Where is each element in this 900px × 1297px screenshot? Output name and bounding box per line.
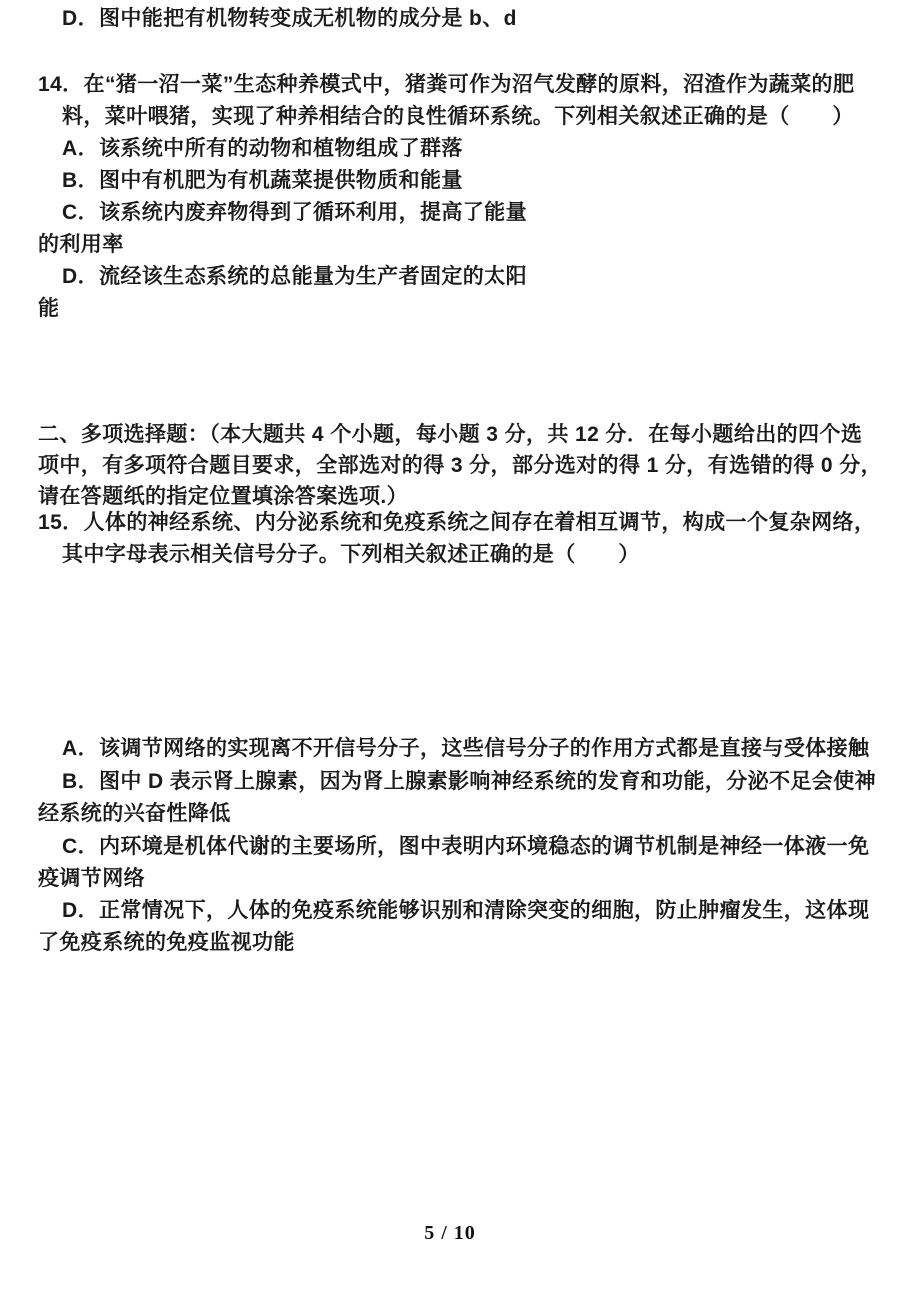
- section2-header-line1: 二、多项选择题：（本大题共 4 个小题，每小题 3 分，共 12 分．在每小题给出的四个选: [38, 423, 863, 446]
- question14-option-b: B．图中有机肥为有机蔬菜提供物质和能量: [62, 169, 463, 192]
- question15-stem-line2: 其中字母表示相关信号分子。下列相关叙述正确的是（ ）: [62, 543, 640, 566]
- question14-option-d-line2: 能: [38, 297, 60, 320]
- question14-option-c-line2: 的利用率: [38, 233, 124, 256]
- question14-stem-line1: 14．在“猪一沼一菜”生态种养模式中，猪粪可作为沼气发酵的原料，沼渣作为蔬菜的肥: [38, 73, 855, 96]
- page-number: 5 / 10: [424, 1222, 476, 1244]
- question14-option-c-line1: C．该系统内废弃物得到了循环利用，提高了能量: [62, 201, 527, 224]
- section2-header-line2: 项中，有多项符合题目要求，全部选对的得 3 分，部分选对的得 1 分，有选错的得 0 分，: [38, 454, 883, 477]
- question15-figure-placeholder: [62, 575, 842, 725]
- section2-header-line3: 请在答题纸的指定位置填涂答案选项.）: [38, 485, 409, 508]
- question15-option-b-line1: B．图中 D 表示肾上腺素，因为肾上腺素影响神经系统的发育和功能，分泌不足会使神: [62, 770, 876, 793]
- question15-option-c-line2: 疫调节网络: [38, 867, 145, 890]
- question15-option-d-line1: D．正常情况下，人体的免疫系统能够识别和清除突变的细胞，防止肿瘤发生，这体现: [62, 899, 870, 922]
- question15-option-a: A．该调节网络的实现离不开信号分子，这些信号分子的作用方式都是直接与受体接触: [62, 737, 870, 760]
- question15-option-d-line2: 了免疫系统的免疫监视功能: [38, 931, 295, 954]
- question15-option-b-line2: 经系统的兴奋性降低: [38, 802, 231, 825]
- question14-option-a: A．该系统中所有的动物和植物组成了群落: [62, 137, 463, 160]
- question15-stem-line1: 15．人体的神经系统、内分泌系统和免疫系统之间存在着相互调节，构成一个复杂网络，: [38, 511, 876, 534]
- question14-option-d-line1: D．流经该生态系统的总能量为生产者固定的太阳: [62, 265, 527, 288]
- question13-option-d: D．图中能把有机物转变成无机物的成分是 b、d: [62, 7, 517, 30]
- question15-option-c-line1: C．内环境是机体代谢的主要场所，图中表明内环境稳态的调节机制是神经一体液一免: [62, 835, 870, 858]
- question14-stem-line2: 料，菜叶喂猪，实现了种养相结合的良性循环系统。下列相关叙述正确的是（ ）: [62, 105, 854, 128]
